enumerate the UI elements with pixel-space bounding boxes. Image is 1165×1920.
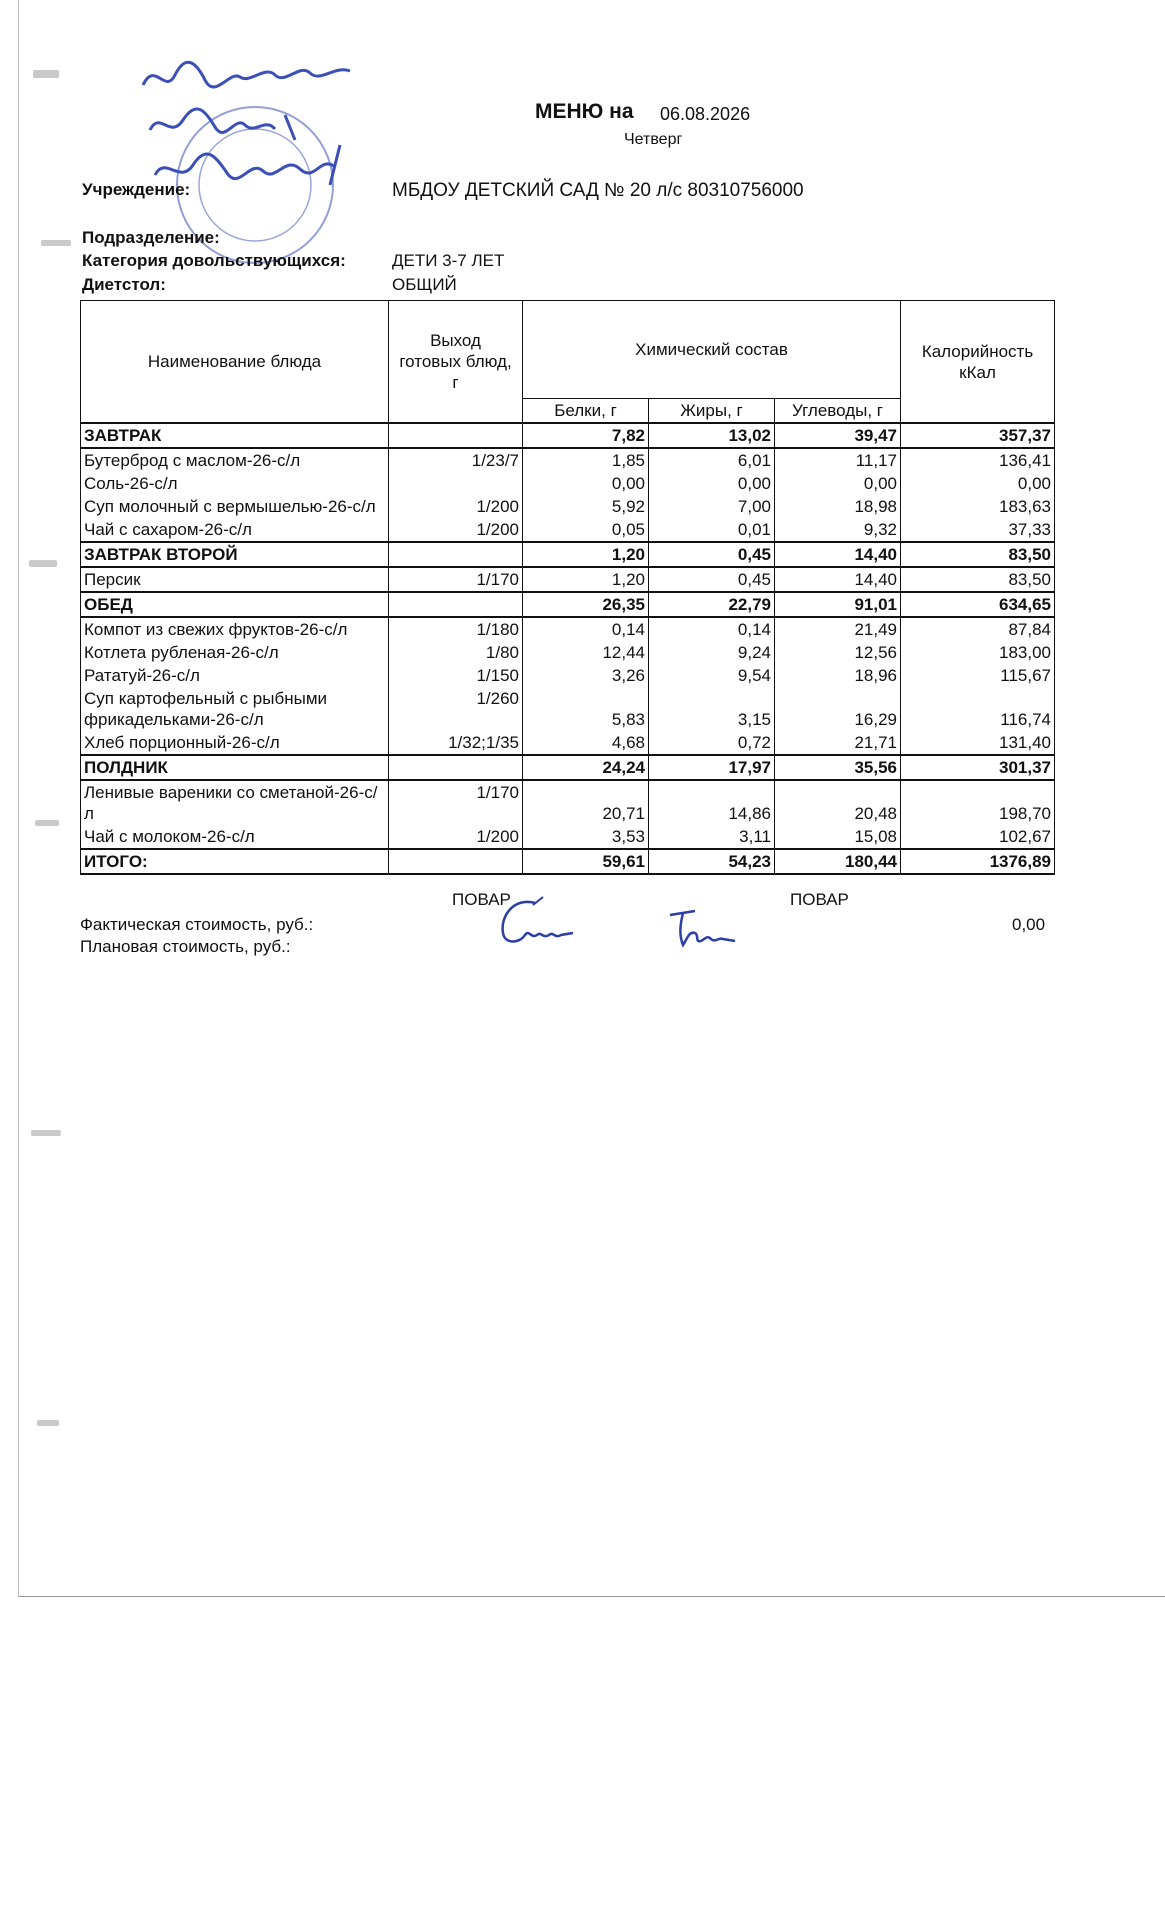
section-row [81, 542, 1055, 567]
dish-yield: 1/200 [389, 825, 523, 849]
dish-row [81, 448, 1055, 472]
col-header-kcal [901, 301, 1055, 424]
protein-value: 4,68 [523, 731, 649, 755]
protein-value: 0,00 [523, 472, 649, 495]
protein-value: 0,14 [523, 617, 649, 641]
section-name: ИТОГО: [81, 849, 389, 874]
dish-yield: 1/32;1/35 [389, 731, 523, 755]
dish-row [81, 617, 1055, 641]
section-name: ЗАВТРАК [81, 423, 389, 448]
carbs-value: 39,47 [775, 423, 901, 448]
dish-yield [389, 755, 523, 780]
protein-value: 20,71 [523, 780, 649, 825]
dish-row [81, 780, 1055, 825]
col-header-chem: Химический состав [523, 301, 901, 399]
kcal-value: 1376,89 [901, 849, 1055, 874]
category-label: Категория довольствующихся: [82, 251, 346, 270]
fat-value: 22,79 [649, 592, 775, 617]
dish-name: Суп молочный с вермышелью-26-с/л [81, 495, 389, 518]
fat-value: 7,00 [649, 495, 775, 518]
protein-value: 1,20 [523, 567, 649, 592]
kcal-value: 357,37 [901, 423, 1055, 448]
kcal-value: 634,65 [901, 592, 1055, 617]
carbs-value: 0,00 [775, 472, 901, 495]
carbs-value: 35,56 [775, 755, 901, 780]
fat-value: 0,01 [649, 518, 775, 542]
dish-yield: 1/200 [389, 518, 523, 542]
kcal-value: 83,50 [901, 542, 1055, 567]
carbs-value: 11,17 [775, 448, 901, 472]
fat-value: 17,97 [649, 755, 775, 780]
dish-name: Соль-26-с/л [81, 472, 389, 495]
kcal-value: 102,67 [901, 825, 1055, 849]
dish-name: Бутерброд с маслом-26-с/л [81, 448, 389, 472]
dish-yield [389, 849, 523, 874]
carbs-value: 16,29 [775, 687, 901, 731]
fat-value: 0,72 [649, 731, 775, 755]
protein-value: 24,24 [523, 755, 649, 780]
dish-row [81, 472, 1055, 495]
protein-value: 3,53 [523, 825, 649, 849]
dish-yield [389, 592, 523, 617]
scan-artifact [41, 240, 71, 246]
section-row [81, 423, 1055, 448]
dish-row [81, 641, 1055, 664]
fat-value: 13,02 [649, 423, 775, 448]
kcal-value: 136,41 [901, 448, 1055, 472]
dish-name: Персик [81, 567, 389, 592]
fat-value: 3,15 [649, 687, 775, 731]
kcal-value: 83,50 [901, 567, 1055, 592]
protein-value: 5,92 [523, 495, 649, 518]
institution-value: МБДОУ ДЕТСКИЙ САД № 20 л/с 80310756000 [392, 180, 804, 201]
protein-value: 3,26 [523, 664, 649, 687]
dish-row [81, 825, 1055, 849]
carbs-value: 91,01 [775, 592, 901, 617]
dish-row [81, 495, 1055, 518]
fat-value: 0,45 [649, 542, 775, 567]
kcal-value: 301,37 [901, 755, 1055, 780]
carbs-value: 14,40 [775, 567, 901, 592]
protein-value: 1,20 [523, 542, 649, 567]
carbs-value: 21,49 [775, 617, 901, 641]
dish-name: Котлета рубленая-26-с/л [81, 641, 389, 664]
col-header-protein: Белки, г [523, 399, 649, 424]
scan-artifact [29, 560, 57, 567]
dish-name: Чай с молоком-26-с/л [81, 825, 389, 849]
dish-yield: 1/150 [389, 664, 523, 687]
col-header-fat: Жиры, г [649, 399, 775, 424]
kcal-header-line: кКал [959, 362, 996, 382]
yield-header-line: готовых блюд, [399, 352, 512, 371]
kcal-value: 131,40 [901, 731, 1055, 755]
fat-value: 6,01 [649, 448, 775, 472]
cook-label-right: ПОВАР [790, 890, 849, 909]
fat-value: 9,24 [649, 641, 775, 664]
scan-artifact [35, 820, 59, 826]
carbs-value: 18,96 [775, 664, 901, 687]
dish-name: Чай с сахаром-26-с/л [81, 518, 389, 542]
actual-cost-value: 0,00 [1012, 915, 1046, 934]
carbs-value: 9,32 [775, 518, 901, 542]
carbs-value: 180,44 [775, 849, 901, 874]
dish-yield: 1/260 [389, 687, 523, 731]
section-row [81, 755, 1055, 780]
fat-value: 9,54 [649, 664, 775, 687]
fat-value: 3,11 [649, 825, 775, 849]
protein-value: 12,44 [523, 641, 649, 664]
kcal-value: 183,63 [901, 495, 1055, 518]
col-header-yield [389, 301, 523, 424]
dish-name: Компот из свежих фруктов-26-с/л [81, 617, 389, 641]
section-row [81, 592, 1055, 617]
carbs-value: 21,71 [775, 731, 901, 755]
dish-name: Суп картофельный с рыбными фрикадельками-26-с/л [81, 687, 389, 731]
protein-value: 5,83 [523, 687, 649, 731]
scan-artifact [37, 1420, 59, 1426]
dish-yield: 1/170 [389, 567, 523, 592]
dish-row [81, 567, 1055, 592]
dish-yield: 1/170 [389, 780, 523, 825]
yield-header-line: Выход [430, 331, 481, 350]
dish-row [81, 664, 1055, 687]
col-header-carbs: Углеводы, г [775, 399, 901, 424]
fat-value: 14,86 [649, 780, 775, 825]
dish-name: Ленивые вареники со сметаной-26-с/л [81, 780, 389, 825]
col-header-name: Наименование блюда [81, 301, 389, 424]
dish-yield [389, 423, 523, 448]
kcal-value: 37,33 [901, 518, 1055, 542]
carbs-value: 15,08 [775, 825, 901, 849]
menu-table [80, 300, 1055, 875]
dish-yield: 1/200 [389, 495, 523, 518]
dish-row [81, 687, 1055, 731]
protein-value: 59,61 [523, 849, 649, 874]
section-name: ОБЕД [81, 592, 389, 617]
planned-cost-label: Плановая стоимость, руб.: [80, 937, 291, 956]
carbs-value: 12,56 [775, 641, 901, 664]
menu-date: 06.08.2026 [660, 104, 751, 124]
protein-value: 7,82 [523, 423, 649, 448]
scan-artifact [33, 70, 59, 78]
cook-signature-left [495, 895, 585, 955]
dish-yield: 1/180 [389, 617, 523, 641]
kcal-value: 115,67 [901, 664, 1055, 687]
carbs-value: 14,40 [775, 542, 901, 567]
kcal-value: 0,00 [901, 472, 1055, 495]
section-name: ПОЛДНИК [81, 755, 389, 780]
carbs-value: 18,98 [775, 495, 901, 518]
category-value: ДЕТИ 3-7 ЛЕТ [392, 251, 505, 270]
section-name: ЗАВТРАК ВТОРОЙ [81, 542, 389, 567]
fat-value: 0,45 [649, 567, 775, 592]
kcal-value: 87,84 [901, 617, 1055, 641]
dish-yield [389, 542, 523, 567]
protein-value: 0,05 [523, 518, 649, 542]
kcal-value: 116,74 [901, 687, 1055, 731]
carbs-value: 20,48 [775, 780, 901, 825]
institution-label: Учреждение: [82, 180, 191, 199]
section-row [81, 849, 1055, 874]
dish-yield [389, 472, 523, 495]
kcal-value: 198,70 [901, 780, 1055, 825]
menu-table-body [81, 423, 1055, 874]
cook-signature-right [665, 905, 745, 955]
fat-value: 0,14 [649, 617, 775, 641]
yield-header-line: г [452, 373, 459, 392]
dish-row [81, 731, 1055, 755]
cook-label-left: ПОВАР [452, 890, 511, 909]
subdivision-label: Подразделение: [82, 228, 220, 247]
dish-yield: 1/80 [389, 641, 523, 664]
menu-weekday: Четверг [624, 131, 683, 148]
protein-value: 1,85 [523, 448, 649, 472]
diet-value: ОБЩИЙ [392, 275, 457, 294]
dish-yield: 1/23/7 [389, 448, 523, 472]
menu-title: МЕНЮ на [535, 100, 634, 123]
scan-artifact [31, 1130, 61, 1136]
diet-label: Диетстол: [82, 275, 166, 294]
fat-value: 0,00 [649, 472, 775, 495]
kcal-header-line: Калорийность [921, 341, 1034, 361]
dish-name: Рататуй-26-с/л [81, 664, 389, 687]
protein-value: 26,35 [523, 592, 649, 617]
actual-cost-label: Фактическая стоимость, руб.: [80, 915, 314, 934]
dish-row [81, 518, 1055, 542]
fat-value: 54,23 [649, 849, 775, 874]
kcal-value: 183,00 [901, 641, 1055, 664]
dish-name: Хлеб порционный-26-с/л [81, 731, 389, 755]
